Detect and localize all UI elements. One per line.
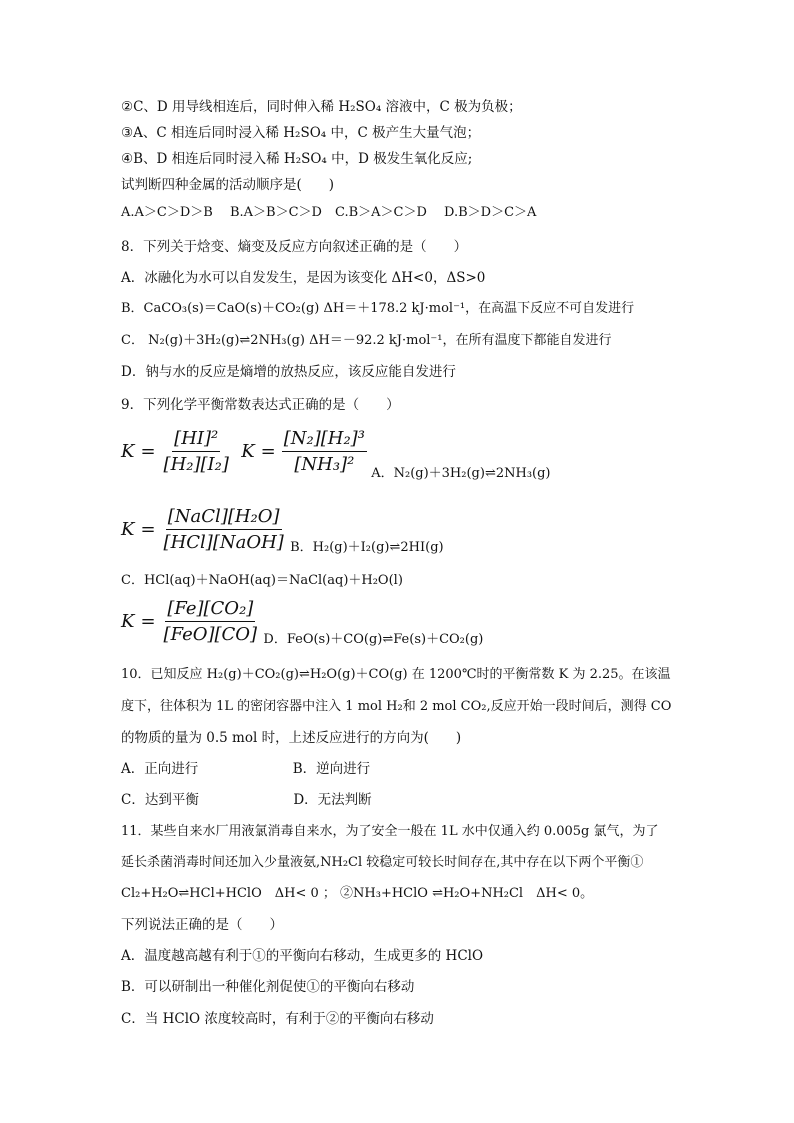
q9-option-d: D．FeO(s)＋CO(g)⇌Fe(s)＋CO₂(g): [263, 632, 484, 647]
k-expression-fe: K = $\frac{\text{[Fe][CO₂]}}{\text{[FeO][CO]}}$: [121, 598, 258, 645]
text-line: 试判断四种金属的活动顺序是( ): [121, 177, 335, 193]
formula-row-1: [121, 428, 551, 481]
q9-option-a: A．N₂(g)＋3H₂(g)⇌2NH₃(g): [371, 466, 551, 481]
q8-option-b: B．CaCO₃(s)＝CaO(s)＋CO₂(g) ΔH＝＋178.2 kJ·mol⁻¹，在高温下反应不可自发进行: [121, 301, 635, 316]
q10-stem-2: 度下，往体积为 1L 的密闭容器中注入 1 mol H₂和 2 mol CO₂,反应开始一段时间后，测得 CO: [121, 699, 672, 714]
q9-option-c: C．HCl(aq)＋NaOH(aq)＝NaCl(aq)＋H₂O(l): [121, 573, 403, 588]
q11-equilibria: Cl₂+H₂O⇌HCl+HClO ΔH< 0 ； ②NH₃+HClO ⇌H₂O+NH₂Cl ΔH< 0。: [121, 886, 594, 901]
q9-option-b: B．H₂(g)＋I₂(g)⇌2HI(g): [290, 540, 444, 555]
k-expression-nh3: K = $\frac{\text{[N₂][H₂]³}}{\text{[NH₃]²}}$: [241, 428, 365, 475]
q11-stem-2: 延长杀菌消毒时间还加入少量液氨,NH₂Cl 较稳定可较长时间存在,其中存在以下两个平衡①: [121, 855, 644, 870]
k-expression-nacl: K = $\frac{\text{[NaCl][H₂O]}}{\text{[HCl][NaOH]}}$: [121, 506, 284, 553]
q8-stem: 8．下列关于焓变、熵变及反应方向叙述正确的是（ ）: [121, 239, 468, 255]
k-expression-hi: K = $\frac{\text{[HI]²}}{\text{[H₂][I₂]}}$: [121, 428, 229, 475]
text-line: ④B、D 相连后同时浸入稀 H₂SO₄ 中，D 极发生氧化反应;: [121, 151, 473, 167]
q7-options: A.A＞C＞D＞B B.A＞B＞C＞D C.B＞A＞C＞D D.B＞D＞C＞A: [121, 205, 537, 220]
q11-option-c: C．当 HClO 浓度较高时，有利于②的平衡向右移动: [121, 1011, 434, 1027]
q11-stem-1: 11．某些自来水厂用液氯消毒自来水，为了安全一般在 1L 水中仅通入约 0.005g 氯气，为了: [121, 824, 659, 839]
q11-option-b: B．可以研制出一种催化剂促使①的平衡向右移动: [121, 979, 415, 995]
q11-option-a: A．温度越高越有利于①的平衡向右移动，生成更多的 HClO: [121, 948, 484, 964]
q11-prompt: 下列说法正确的是（ ）: [121, 917, 283, 933]
formula-row-2: [121, 506, 444, 553]
q8-option-c: C． N₂(g)＋3H₂(g)⇌2NH₃(g) ΔH＝－92.2 kJ·mol⁻¹，在所有温度下都能自发进行: [121, 333, 612, 348]
formula-row-3: [121, 598, 483, 645]
q10-options-ab: A．正向进行 B．逆向进行: [121, 761, 371, 777]
q9-stem: 9．下列化学平衡常数表达式正确的是（ ）: [121, 397, 400, 413]
q10-options-cd: C．达到平衡 D．无法判断: [121, 792, 372, 808]
text-line: ③A、C 相连后同时浸入稀 H₂SO₄ 中，C 极产生大量气泡；: [121, 125, 481, 141]
q8-option-a: A．冰融化为水可以自发发生，是因为该变化 ΔH<0，ΔS>0: [121, 270, 486, 286]
q10-stem-3: 的物质的量为 0.5 mol 时，上述反应进行的方向为( ): [121, 730, 462, 746]
q8-option-d: D．钠与水的反应是熵增的放热反应，该反应能自发进行: [121, 364, 456, 380]
q10-stem-1: 10．已知反应 H₂(g)＋CO₂(g)⇌H₂O(g)＋CO(g) 在 1200℃时的平衡常数 K 为 2.25。在该温: [121, 667, 671, 682]
text-line: ②C、D 用导线相连后，同时伸入稀 H₂SO₄ 溶液中，C 极为负极；: [121, 99, 522, 115]
